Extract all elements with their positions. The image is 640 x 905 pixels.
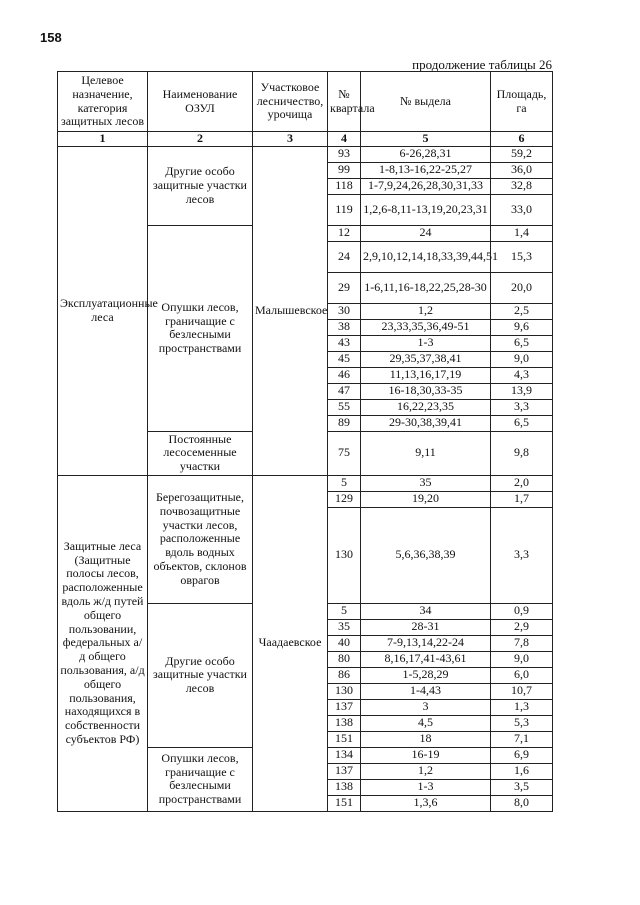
header-ozul: Наименование ОЗУЛ (148, 72, 253, 132)
area-cell: 3,3 (491, 399, 553, 415)
column-number: 5 (361, 132, 491, 147)
quarter-cell: 38 (328, 319, 361, 335)
area-cell: 59,2 (491, 146, 553, 162)
page-number: 158 (40, 30, 62, 45)
plot-cell: 1-5,28,29 (361, 667, 491, 683)
plot-cell: 29,35,37,38,41 (361, 351, 491, 367)
quarter-cell: 137 (328, 763, 361, 779)
area-cell: 1,6 (491, 763, 553, 779)
area-cell: 2,0 (491, 475, 553, 491)
quarter-cell: 99 (328, 162, 361, 178)
quarter-cell: 5 (328, 475, 361, 491)
ozul-other-protective-2: Другие особо защитные участки лесов (148, 603, 253, 747)
quarter-cell: 47 (328, 383, 361, 399)
column-number: 3 (253, 132, 328, 147)
quarter-cell: 45 (328, 351, 361, 367)
quarter-cell: 89 (328, 415, 361, 431)
plot-cell: 28-31 (361, 619, 491, 635)
plot-cell: 16-19 (361, 747, 491, 763)
area-cell: 13,9 (491, 383, 553, 399)
area-cell: 3,3 (491, 507, 553, 603)
quarter-cell: 40 (328, 635, 361, 651)
plot-cell: 29-30,38,39,41 (361, 415, 491, 431)
plot-cell: 16-18,30,33-35 (361, 383, 491, 399)
quarter-cell: 86 (328, 667, 361, 683)
ozul-forest-edges-2: Опушки лесов, граничащие с безлесными пространствами (148, 747, 253, 811)
quarter-cell: 75 (328, 431, 361, 475)
quarter-cell: 80 (328, 651, 361, 667)
header-forestry: Участковое лесничество, урочища (253, 72, 328, 132)
quarter-cell: 24 (328, 241, 361, 272)
area-cell: 32,8 (491, 178, 553, 194)
plot-cell: 1-8,13-16,22-25,27 (361, 162, 491, 178)
plot-cell: 1,2 (361, 303, 491, 319)
plot-cell: 5,6,36,38,39 (361, 507, 491, 603)
quarter-cell: 138 (328, 779, 361, 795)
forestry-malyshevskoe: Малышевское (253, 146, 328, 475)
plot-cell: 16,22,23,35 (361, 399, 491, 415)
plot-cell: 1-3 (361, 335, 491, 351)
area-cell: 7,8 (491, 635, 553, 651)
quarter-cell: 134 (328, 747, 361, 763)
quarter-cell: 119 (328, 194, 361, 225)
quarter-cell: 5 (328, 603, 361, 619)
area-cell: 2,5 (491, 303, 553, 319)
purpose-protective: Защитные леса (Защитные полосы лесов, расположенные вдоль ж/д путей общего пользовании, федеральных а/д общего пользования, а/д общего пользования, находящихся в собственности субъектов РФ) (58, 475, 148, 811)
quarter-cell: 46 (328, 367, 361, 383)
plot-cell: 11,13,16,17,19 (361, 367, 491, 383)
plot-cell: 1-4,43 (361, 683, 491, 699)
ozul-seed-plots: Постоянные лесосеменные участки (148, 431, 253, 475)
header-plot: № выдела (361, 72, 491, 132)
area-cell: 2,9 (491, 619, 553, 635)
area-cell: 4,3 (491, 367, 553, 383)
purpose-exploitation: Эксплуатационные леса (58, 146, 148, 475)
quarter-cell: 129 (328, 491, 361, 507)
column-number: 1 (58, 132, 148, 147)
area-cell: 5,3 (491, 715, 553, 731)
column-number: 6 (491, 132, 553, 147)
plot-cell: 7-9,13,14,22-24 (361, 635, 491, 651)
header-area: Площадь, га (491, 72, 553, 132)
plot-cell: 4,5 (361, 715, 491, 731)
header-purpose: Целевое назначение, категория защитных лесов (58, 72, 148, 132)
column-number: 2 (148, 132, 253, 147)
quarter-cell: 130 (328, 683, 361, 699)
area-cell: 1,4 (491, 225, 553, 241)
plot-cell: 1,2,6-8,11-13,19,20,23,31 (361, 194, 491, 225)
area-cell: 9,6 (491, 319, 553, 335)
quarter-cell: 93 (328, 146, 361, 162)
quarter-cell: 35 (328, 619, 361, 635)
area-cell: 6,5 (491, 415, 553, 431)
ozul-other-protective-1: Другие особо защитные участки лесов (148, 146, 253, 225)
plot-cell: 1-7,9,24,26,28,30,31,33 (361, 178, 491, 194)
plot-cell: 19,20 (361, 491, 491, 507)
area-cell: 36,0 (491, 162, 553, 178)
ozul-forest-edges-1: Опушки лесов, граничащие с безлесными пространствами (148, 225, 253, 431)
column-number-row (58, 132, 553, 147)
area-cell: 9,0 (491, 651, 553, 667)
header-quarter: № квартала (328, 72, 361, 132)
quarter-cell: 30 (328, 303, 361, 319)
plot-cell: 3 (361, 699, 491, 715)
area-cell: 6,0 (491, 667, 553, 683)
quarter-cell: 118 (328, 178, 361, 194)
table-row (58, 475, 553, 491)
column-number: 4 (328, 132, 361, 147)
quarter-cell: 151 (328, 795, 361, 811)
quarter-cell: 29 (328, 272, 361, 303)
plot-cell: 1,3,6 (361, 795, 491, 811)
area-cell: 20,0 (491, 272, 553, 303)
forestry-chaadaevskoe: Чаадаевское (253, 475, 328, 811)
plot-cell: 1-3 (361, 779, 491, 795)
area-cell: 15,3 (491, 241, 553, 272)
quarter-cell: 43 (328, 335, 361, 351)
plot-cell: 1,2 (361, 763, 491, 779)
area-cell: 7,1 (491, 731, 553, 747)
area-cell: 10,7 (491, 683, 553, 699)
quarter-cell: 137 (328, 699, 361, 715)
table-row (58, 146, 553, 162)
area-cell: 9,8 (491, 431, 553, 475)
ozul-bank-protective: Берегозащитные, почвозащитные участки лесов, расположенные вдоль водных объектов, склонов оврагов (148, 475, 253, 603)
quarter-cell: 151 (328, 731, 361, 747)
area-cell: 3,5 (491, 779, 553, 795)
forest-table (57, 71, 553, 812)
quarter-cell: 55 (328, 399, 361, 415)
area-cell: 6,9 (491, 747, 553, 763)
area-cell: 6,5 (491, 335, 553, 351)
area-cell: 9,0 (491, 351, 553, 367)
quarter-cell: 12 (328, 225, 361, 241)
area-cell: 1,3 (491, 699, 553, 715)
table-continuation-label: продолжение таблицы 26 (412, 57, 552, 72)
plot-cell: 9,11 (361, 431, 491, 475)
table-header-row (58, 72, 553, 132)
plot-cell: 35 (361, 475, 491, 491)
plot-cell: 8,16,17,41-43,61 (361, 651, 491, 667)
plot-cell: 1-6,11,16-18,22,25,28-30 (361, 272, 491, 303)
area-cell: 0,9 (491, 603, 553, 619)
area-cell: 1,7 (491, 491, 553, 507)
quarter-cell: 138 (328, 715, 361, 731)
area-cell: 8,0 (491, 795, 553, 811)
plot-cell: 24 (361, 225, 491, 241)
area-cell: 33,0 (491, 194, 553, 225)
plot-cell: 6-26,28,31 (361, 146, 491, 162)
quarter-cell: 130 (328, 507, 361, 603)
plot-cell: 18 (361, 731, 491, 747)
plot-cell: 34 (361, 603, 491, 619)
plot-cell: 23,33,35,36,49-51 (361, 319, 491, 335)
plot-cell: 2,9,10,12,14,18,33,39,44,51 (361, 241, 491, 272)
